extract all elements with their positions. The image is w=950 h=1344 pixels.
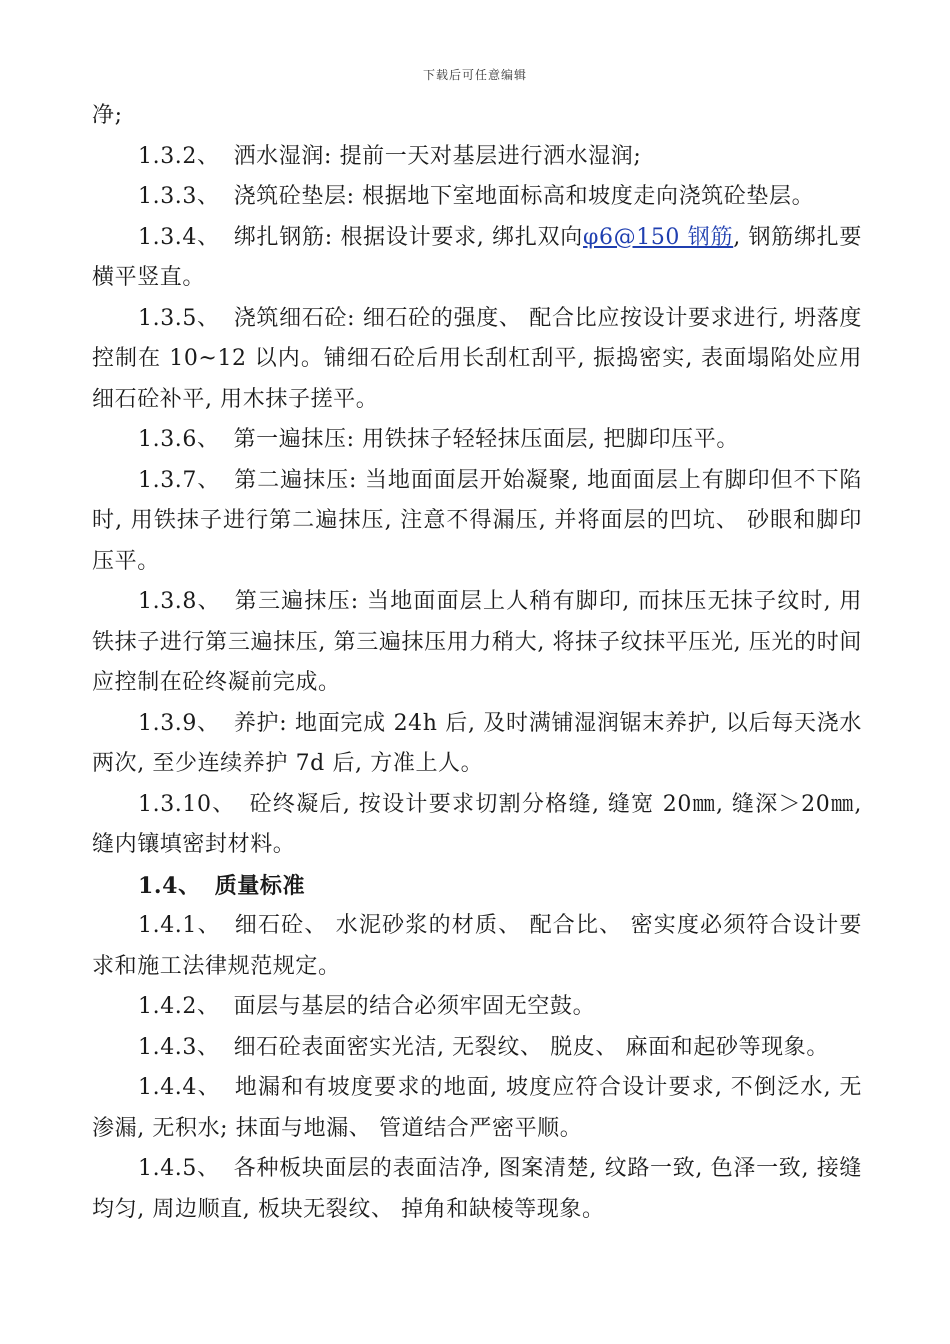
document-body [92, 96, 862, 1230]
paragraph-1-3-10 [92, 785, 862, 866]
section-number: 1.4.2、 [138, 994, 220, 1019]
paragraph-1-3-8 [92, 582, 862, 704]
paragraph-text: 洒水湿润: 提前一天对基层进行洒水湿润; [233, 143, 642, 169]
section-number: 1.3.3、 [138, 184, 220, 209]
paragraph-text: 浇筑细石砼: 细石砼的强度、 配合比应按设计要求进行, 坍落度控制在 10~12 以内。铺细石砼后用长刮杠刮平, 振捣密实, 表面塌陷处应用细石砼补平, 用木抹子搓平。 [92, 305, 862, 412]
paragraph-text: 地漏和有坡度要求的地面, 坡度应符合设计要求, 不倒泛水, 无渗漏, 无积水; 抹面与地漏、 管道结合严密平顺。 [92, 1075, 863, 1141]
rebar-spec-link[interactable]: φ6@150 钢筋 [583, 224, 734, 250]
paragraph-text: 各种板块面层的表面洁净, 图案清楚, 纹路一致, 色泽一致, 接缝均匀, 周边顺直, 板块无裂纹、 掉角和缺棱等现象。 [92, 1156, 863, 1222]
section-number: 1.3.8、 [138, 589, 221, 614]
paragraph-1-4-1 [92, 906, 862, 987]
section-number: 1.4.3、 [138, 1034, 220, 1060]
paragraph-1-4-2 [92, 987, 862, 1028]
paragraph-1-3-6 [92, 420, 862, 461]
heading-text: 质量标准 [214, 872, 306, 899]
section-heading-1-4 [92, 866, 862, 907]
paragraph-1-4-4 [92, 1068, 862, 1149]
section-number: 1.3.7、 [138, 467, 221, 493]
paragraph-text: 养护: 地面完成 24h 后, 及时满铺湿润锯末养护, 以后每天浇水两次, 至少连续养护 7d 后, 方准上人。 [92, 710, 863, 776]
paragraph-text: 面层与基层的结合必须牢固无空鼓。 [233, 994, 596, 1019]
paragraph-text: 砼终凝后, 按设计要求切割分格缝, 缝宽 20㎜, 缝深＞20㎜, 缝内镶填密封材料。 [92, 791, 862, 857]
section-number: 1.4.5、 [138, 1156, 220, 1181]
paragraph-1-4-5 [92, 1149, 862, 1230]
section-number: 1.3.9、 [138, 710, 220, 736]
paragraph-text: 第一遍抹压: 用铁抹子轻轻抹压面层, 把脚印压平。 [233, 427, 739, 452]
section-number: 1.3.10、 [138, 791, 236, 817]
page-header: 下载后可任意编辑 [422, 68, 527, 82]
paragraph-1-4-3 [92, 1028, 862, 1069]
paragraph-text: 浇筑砼垫层: 根据地下室地面标高和坡度走向浇筑砼垫层。 [233, 184, 815, 209]
paragraph-text: 细石砼表面密实光洁, 无裂纹、 脱皮、 麻面和起砂等现象。 [233, 1034, 829, 1060]
paragraph-1-3-3 [92, 177, 862, 218]
paragraph-1-3-5 [92, 299, 862, 421]
paragraph-text: , 钢筋绑扎要横平竖直。 [92, 224, 862, 290]
section-number: 1.4.1、 [138, 913, 221, 938]
paragraph-1-3-4 [92, 218, 862, 299]
section-number: 1.3.2、 [138, 143, 220, 169]
section-number: 1.3.5、 [138, 305, 220, 331]
section-number: 1.4.4、 [138, 1075, 221, 1100]
paragraph-text: 第三遍抹压: 当地面面层上人稍有脚印, 而抹压无抹子纹时, 用铁抹子进行第三遍抹压, 第三遍抹压用力稍大, 将抹子纹抹平压光, 压光的时间应控制在砼终凝前完成。 [92, 589, 862, 695]
paragraph-1-3-2 [92, 137, 862, 178]
paragraph-1-3-7 [92, 461, 862, 583]
paragraph-text: 第二遍抹压: 当地面面层开始凝聚, 地面面层上有脚印但不下陷时, 用铁抹子进行第二遍抹压, 注意不得漏压, 并将面层的凹坑、 砂眼和脚印压平。 [92, 467, 862, 574]
section-number: 1.3.6、 [138, 427, 220, 452]
paragraph-text: 绑扎钢筋: 根据设计要求, 绑扎双向 [233, 224, 584, 250]
paragraph-1-3-9 [92, 704, 862, 785]
paragraph-text: 细石砼、 水泥砂浆的材质、 配合比、 密实度必须符合设计要求和施工法律规范规定。 [92, 913, 862, 979]
section-number: 1.4、 [138, 872, 201, 899]
section-number: 1.3.4、 [138, 224, 220, 250]
paragraph-continuation: 净; [92, 103, 123, 128]
